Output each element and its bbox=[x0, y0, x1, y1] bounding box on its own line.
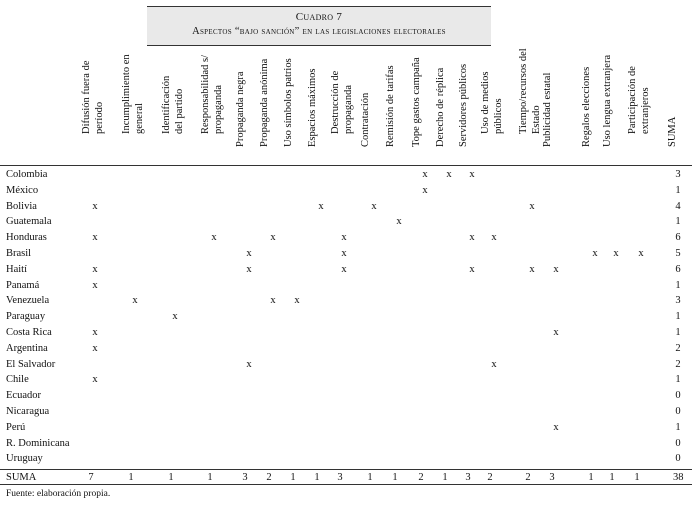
table-cell-mark: x bbox=[553, 421, 559, 433]
row-sum-value: 0 bbox=[675, 406, 681, 417]
row-sum-value: 6 bbox=[675, 263, 681, 275]
table-cell-mark: x bbox=[92, 279, 98, 291]
column-sum-value: 2 bbox=[525, 472, 531, 483]
column-sum-value: 1 bbox=[314, 472, 320, 483]
table-cell-mark: x bbox=[341, 263, 347, 275]
table-cell-mark: x bbox=[553, 327, 559, 338]
table-cell-mark: x bbox=[491, 358, 497, 370]
sum-divider-bottom bbox=[0, 484, 692, 485]
table-cell-mark: x bbox=[446, 169, 452, 180]
row-country-label: Colombia bbox=[6, 169, 48, 180]
table-cell-mark: x bbox=[92, 327, 98, 338]
column-header-line: propaganda bbox=[343, 85, 354, 134]
column-sum-value: 38 bbox=[673, 472, 684, 483]
row-sum-value: 1 bbox=[675, 184, 681, 196]
table-cell-mark: x bbox=[270, 295, 276, 307]
row-sum-value: 1 bbox=[675, 279, 681, 291]
row-sum-value: 4 bbox=[675, 200, 681, 212]
column-sum-value: 7 bbox=[88, 472, 94, 483]
column-sum-value: 2 bbox=[418, 472, 424, 483]
row-sum-value: 0 bbox=[675, 437, 681, 449]
column-sum-value: 3 bbox=[337, 472, 343, 483]
row-country-label: Venezuela bbox=[6, 295, 50, 307]
row-sum-value: 1 bbox=[675, 311, 681, 323]
row-sum-value: 3 bbox=[675, 295, 681, 307]
column-sum-value: 1 bbox=[290, 472, 296, 483]
column-header-line: Propaganda negra bbox=[235, 71, 246, 147]
row-country-label: Haití bbox=[6, 263, 27, 275]
column-header-line: período bbox=[94, 101, 105, 134]
column-header-line: Responsabilidad s/ bbox=[200, 54, 211, 134]
column-sum-value: 3 bbox=[465, 472, 471, 483]
row-country-label: Paraguay bbox=[6, 311, 46, 323]
column-sum-value: 1 bbox=[392, 472, 398, 483]
table-cell-mark: x bbox=[396, 216, 402, 228]
row-country-label: Argentina bbox=[6, 342, 48, 354]
row-country-label: Ecuador bbox=[6, 390, 41, 402]
column-header-line: propaganda bbox=[213, 85, 224, 134]
column-sum-value: 1 bbox=[634, 472, 640, 483]
row-sum-value: 1 bbox=[675, 216, 681, 228]
column-header-line: Incumplimiento en bbox=[121, 54, 132, 134]
table-cell-mark: x bbox=[172, 311, 178, 323]
row-sum-value: 6 bbox=[675, 232, 681, 244]
column-header-line: Destrucción de bbox=[330, 70, 341, 134]
row-country-label: Honduras bbox=[6, 232, 47, 244]
table-cell-mark: x bbox=[211, 232, 217, 244]
table-cell-mark: x bbox=[270, 232, 276, 244]
column-sum-value: 1 bbox=[207, 472, 213, 483]
column-sum-value: 1 bbox=[128, 472, 134, 483]
table-cell-mark: x bbox=[592, 248, 598, 259]
row-country-label: Uruguay bbox=[6, 453, 43, 465]
table-cell-mark: x bbox=[469, 263, 475, 275]
row-sum-value: 3 bbox=[675, 169, 681, 180]
column-sum-value: 3 bbox=[242, 472, 248, 483]
column-header-line: Uso símbolos patrios bbox=[283, 58, 294, 147]
column-header-line: Propaganda anónima bbox=[259, 58, 270, 147]
column-sum-value: 1 bbox=[588, 472, 594, 483]
row-sum-value: 0 bbox=[675, 390, 681, 402]
sum-row-label: SUMA bbox=[6, 472, 37, 483]
column-header-line: extranjeros bbox=[640, 87, 651, 134]
column-sum-value: 1 bbox=[609, 472, 615, 483]
column-sum-value: 3 bbox=[549, 472, 555, 483]
table-cell-mark: x bbox=[529, 200, 535, 212]
row-country-label: Nicaragua bbox=[6, 406, 50, 417]
table-cell-mark: x bbox=[371, 200, 377, 212]
column-header-line: Contratación bbox=[360, 92, 371, 147]
table-cell-mark: x bbox=[469, 169, 475, 180]
row-country-label: Bolivia bbox=[6, 200, 37, 212]
column-header-line: Remisión de tarifas bbox=[385, 65, 396, 147]
column-header-line: Identificación bbox=[161, 75, 172, 134]
row-country-label: El Salvador bbox=[6, 358, 56, 370]
table-cell-mark: x bbox=[294, 295, 300, 307]
column-header-line: públicos bbox=[493, 98, 504, 134]
row-country-label: México bbox=[6, 184, 39, 196]
column-header-line: Tiempo/recursos del bbox=[518, 48, 529, 134]
column-header-line: SUMA bbox=[667, 116, 678, 147]
column-header-line: Derecho de réplica bbox=[435, 67, 446, 147]
table-cell-mark: x bbox=[246, 263, 252, 275]
column-header-line: Uso de medios bbox=[480, 71, 491, 134]
row-sum-value: 1 bbox=[675, 374, 681, 386]
table-cell-mark: x bbox=[92, 232, 98, 244]
table-cell-mark: x bbox=[553, 263, 559, 275]
source-note: Fuente: elaboración propia. bbox=[6, 489, 111, 499]
table-cell-mark: x bbox=[92, 374, 98, 386]
sum-divider-top bbox=[0, 469, 692, 470]
column-header-line: Tope gastos campaña bbox=[411, 57, 422, 147]
table-subtitle: Aspectos “bajo sanción” en las legislaciones electorales bbox=[192, 26, 446, 37]
table-cell-mark: x bbox=[638, 248, 644, 259]
row-sum-value: 2 bbox=[675, 342, 681, 354]
column-header-line: Publicidad estatal bbox=[542, 72, 553, 147]
table-cell-mark: x bbox=[341, 248, 347, 259]
table-title-box bbox=[147, 6, 491, 46]
table-cell-mark: x bbox=[246, 248, 252, 259]
table-cell-mark: x bbox=[422, 184, 428, 196]
table-cell-mark: x bbox=[529, 263, 535, 275]
column-sum-value: 1 bbox=[367, 472, 373, 483]
row-country-label: Perú bbox=[6, 421, 26, 433]
table-cell-mark: x bbox=[469, 232, 475, 244]
row-country-label: Panamá bbox=[6, 279, 40, 291]
column-header-line: Difusión fuera de bbox=[81, 60, 92, 134]
row-country-label: Chile bbox=[6, 374, 29, 386]
table-title: Cuadro 7 bbox=[295, 11, 343, 23]
row-sum-value: 5 bbox=[675, 248, 681, 259]
table-cell-mark: x bbox=[491, 232, 497, 244]
column-header-line: Participación de bbox=[627, 66, 638, 134]
table-cell-mark: x bbox=[318, 200, 324, 212]
row-sum-value: 0 bbox=[675, 453, 681, 465]
column-sum-value: 1 bbox=[168, 472, 174, 483]
table-cell-mark: x bbox=[246, 358, 252, 370]
column-sum-value: 2 bbox=[487, 472, 493, 483]
column-header-line: general bbox=[134, 103, 145, 134]
row-country-label: Costa Rica bbox=[6, 327, 52, 338]
column-header-line: Espacios máximos bbox=[307, 68, 318, 147]
table-cell-mark: x bbox=[92, 200, 98, 212]
row-country-label: Guatemala bbox=[6, 216, 52, 228]
table-cell-mark: x bbox=[132, 295, 138, 307]
row-sum-value: 1 bbox=[675, 327, 681, 338]
row-sum-value: 1 bbox=[675, 421, 681, 433]
column-header-line: Uso lengua extranjera bbox=[602, 54, 613, 147]
table-cell-mark: x bbox=[92, 342, 98, 354]
column-header-line: Servidores públicos bbox=[458, 63, 469, 147]
column-header-line: del partido bbox=[174, 88, 185, 134]
table-cell-mark: x bbox=[613, 248, 619, 259]
column-sum-value: 2 bbox=[266, 472, 272, 483]
column-header-line: Regalos elecciones bbox=[581, 66, 592, 147]
table-cell-mark: x bbox=[92, 263, 98, 275]
row-country-label: R. Dominicana bbox=[6, 437, 70, 449]
column-header-line: Estado bbox=[531, 105, 542, 134]
header-divider bbox=[0, 165, 692, 166]
row-sum-value: 2 bbox=[675, 358, 681, 370]
table-cell-mark: x bbox=[341, 232, 347, 244]
row-country-label: Brasil bbox=[6, 248, 32, 259]
table-cell-mark: x bbox=[422, 169, 428, 180]
column-sum-value: 1 bbox=[442, 472, 448, 483]
